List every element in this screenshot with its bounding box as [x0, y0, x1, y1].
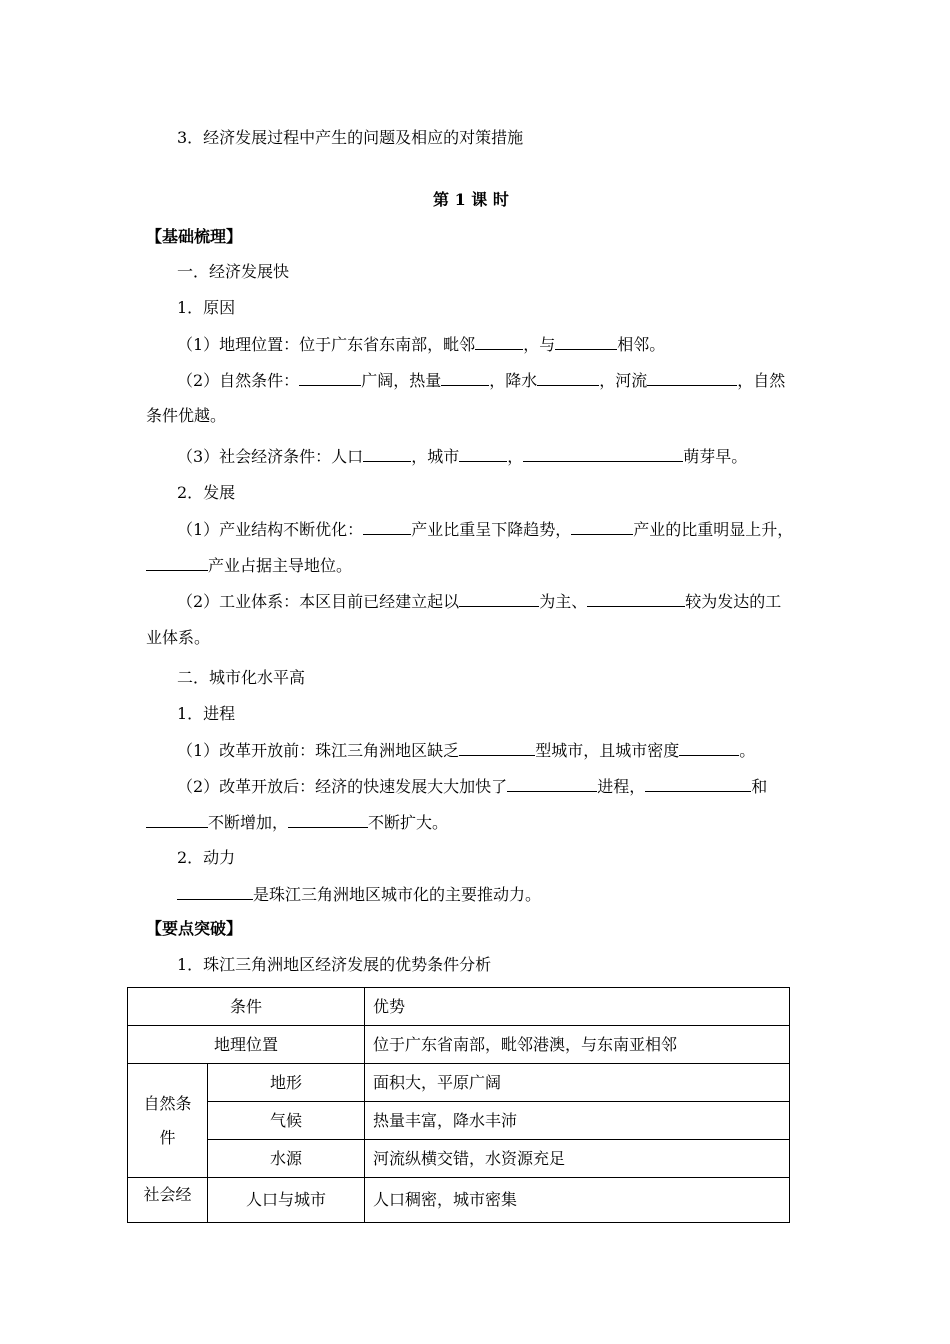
after-reform-cont: 不断增加， 不断扩大。 — [146, 812, 448, 833]
header-condition: 条件 — [128, 988, 365, 1026]
blank[interactable] — [363, 519, 411, 535]
blank[interactable] — [288, 812, 368, 828]
heading-3: 3．经济发展过程中产生的问题及相应的对策措施 — [177, 128, 524, 147]
natural-conditions-line: （2）自然条件： 广阔，热量 ，降水 ，河流 ，自然 — [177, 371, 786, 390]
process-heading: 1．进程 — [177, 704, 236, 723]
section-basics: 【基础梳理】 — [146, 227, 243, 246]
table-row — [128, 1140, 790, 1178]
header-advantage: 优势 — [365, 988, 790, 1026]
blank[interactable] — [645, 776, 751, 792]
section-key-points: 【要点突破】 — [146, 919, 243, 938]
blank[interactable] — [647, 370, 737, 386]
blank[interactable] — [299, 370, 361, 386]
blank[interactable] — [459, 591, 539, 607]
cell-terrain-label: 地形 — [208, 1064, 365, 1102]
industry-structure-cont: 产业占据主导地位。 — [146, 555, 352, 576]
table-row — [128, 988, 790, 1026]
blank[interactable] — [177, 884, 253, 900]
cell-climate-value: 热量丰富，降水丰沛 — [365, 1102, 790, 1140]
blank[interactable] — [507, 776, 597, 792]
table-row — [128, 1064, 790, 1102]
table-row — [128, 1102, 790, 1140]
before-reform-line: （1）改革开放前：珠江三角洲地区缺乏 型城市，且城市密度 。 — [177, 741, 756, 760]
cell-social-group: 社会经 — [128, 1178, 208, 1223]
social-conditions-line: （3）社会经济条件：人口 ，城市 ， 萌芽早。 — [177, 447, 748, 466]
key-point-1-title: 1．珠江三角洲地区经济发展的优势条件分析 — [177, 955, 492, 974]
driving-force-line: 是珠江三角洲地区城市化的主要推动力。 — [177, 884, 541, 905]
blank[interactable] — [459, 740, 535, 756]
cell-water-value: 河流纵横交错，水资源充足 — [365, 1140, 790, 1178]
driving-force-heading: 2．动力 — [177, 848, 236, 867]
blank[interactable] — [441, 370, 489, 386]
blank[interactable] — [459, 446, 507, 462]
geo-location-line: （1）地理位置：位于广东省东南部，毗邻 ，与 相邻。 — [177, 335, 666, 354]
advantage-table — [127, 987, 790, 1223]
blank[interactable] — [146, 812, 208, 828]
table-row — [128, 1178, 790, 1223]
blank[interactable] — [571, 519, 633, 535]
industry-structure-line: （1）产业结构不断优化： 产业比重呈下降趋势， 产业的比重明显上升， — [177, 520, 794, 539]
blank[interactable] — [475, 334, 523, 350]
blank[interactable] — [679, 740, 739, 756]
blank[interactable] — [537, 370, 599, 386]
part1-title: 一．经济发展快 — [177, 262, 290, 281]
blank[interactable] — [587, 591, 685, 607]
blank[interactable] — [363, 446, 411, 462]
blank[interactable] — [146, 555, 208, 571]
cell-climate-label: 气候 — [208, 1102, 365, 1140]
cell-location-label: 地理位置 — [128, 1026, 365, 1064]
part2-title: 二．城市化水平高 — [177, 668, 306, 687]
development-heading: 2．发展 — [177, 483, 236, 502]
reason-heading: 1．原因 — [177, 298, 236, 317]
table-row — [128, 1026, 790, 1064]
natural-conditions-cont: 条件优越。 — [146, 406, 227, 425]
after-reform-line: （2）改革开放后：经济的快速发展大大加快了 进程， 和 — [177, 777, 768, 796]
cell-population-value: 人口稠密，城市密集 — [365, 1178, 790, 1223]
industry-system-cont: 业体系。 — [146, 628, 211, 647]
cell-population-label: 人口与城市 — [208, 1178, 365, 1223]
industry-system-line: （2）工业体系：本区目前已经建立起以 为主、 较为发达的工 — [177, 592, 782, 611]
blank[interactable] — [523, 446, 683, 462]
lesson-title: 第 1 课 时 — [433, 190, 509, 209]
cell-terrain-value: 面积大，平原广阔 — [365, 1064, 790, 1102]
cell-location-value: 位于广东省南部，毗邻港澳，与东南亚相邻 — [365, 1026, 790, 1064]
cell-water-label: 水源 — [208, 1140, 365, 1178]
cell-natural-group: 自然条 件 — [128, 1064, 208, 1178]
blank[interactable] — [555, 334, 617, 350]
